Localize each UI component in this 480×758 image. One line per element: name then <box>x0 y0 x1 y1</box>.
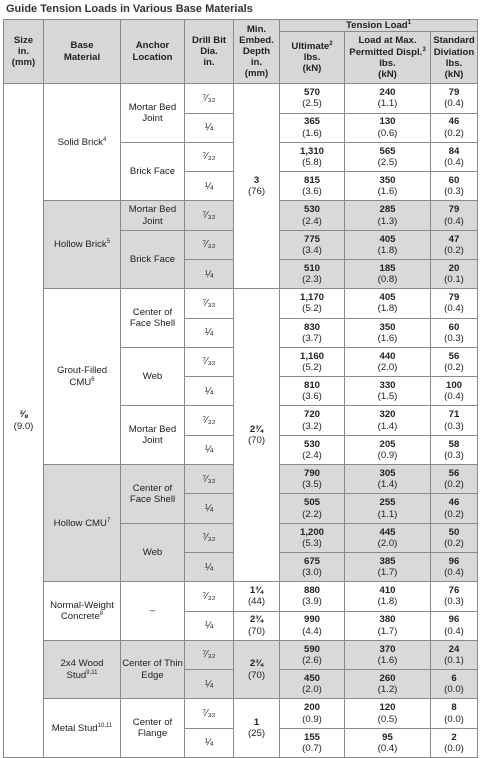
ultimate-cell: 510 (2.3) <box>280 259 345 288</box>
header-ultimate: Ultimate$^2$ lbs. (kN) <box>280 32 345 84</box>
ultimate-cell: 815 (3.6) <box>280 172 345 201</box>
drill-bit-cell: ⁷⁄₃₂ <box>185 640 234 669</box>
std-dev-cell: 50 (0.2) <box>431 523 478 552</box>
drill-bit-cell: ⁷⁄₃₂ <box>185 406 234 435</box>
drill-bit-cell: ⁷⁄₃₂ <box>185 465 234 494</box>
embed-depth-cell: 2¾ (70) <box>234 611 280 640</box>
header-anchor-location: Anchor Location <box>121 20 185 84</box>
ultimate-cell: 1,200 (5.3) <box>280 523 345 552</box>
std-dev-cell: 56 (0.2) <box>431 347 478 376</box>
location-mortar-bed-joint: Mortar Bed Joint <box>121 406 185 465</box>
max-displ-cell: 120 (0.5) <box>345 699 431 728</box>
location-center-face-shell: Center of Face Shell <box>121 465 185 524</box>
header-std-dev: Standard Diviation lbs. (kN) <box>431 32 478 84</box>
drill-bit-cell: ⁷⁄₃₂ <box>185 582 234 611</box>
material-wood-stud: 2x4 Wood Stud$^{9,11}$ <box>44 640 121 699</box>
embed-depth-cell: 2¾ (70) <box>234 289 280 582</box>
drill-bit-cell: ¼ <box>185 552 234 581</box>
drill-bit-cell: ⁷⁄₃₂ <box>185 699 234 728</box>
header-min-embed: Min. Embed. Depth in. (mm) <box>234 20 280 84</box>
max-displ-cell: 445 (2.0) <box>345 523 431 552</box>
location-dash: – <box>121 582 185 641</box>
std-dev-cell: 71 (0.3) <box>431 406 478 435</box>
embed-depth-cell: 2¾ (70) <box>234 640 280 699</box>
ultimate-cell: 590 (2.6) <box>280 640 345 669</box>
drill-bit-cell: ¼ <box>185 728 234 757</box>
max-displ-cell: 285 (1.3) <box>345 201 431 230</box>
max-displ-cell: 405 (1.8) <box>345 230 431 259</box>
ultimate-cell: 530 (2.4) <box>280 201 345 230</box>
max-displ-cell: 95 (0.4) <box>345 728 431 757</box>
max-displ-cell: 370 (1.6) <box>345 640 431 669</box>
drill-bit-cell: ⁷⁄₃₂ <box>185 230 234 259</box>
material-solid-brick: Solid Brick$^4$ <box>44 84 121 201</box>
ultimate-cell: 830 (3.7) <box>280 318 345 347</box>
ultimate-cell: 675 (3.0) <box>280 552 345 581</box>
max-displ-cell: 565 (2.5) <box>345 142 431 171</box>
ultimate-cell: 570 (2.5) <box>280 84 345 113</box>
max-displ-cell: 130 (0.6) <box>345 113 431 142</box>
drill-bit-cell: ⁷⁄₃₂ <box>185 84 234 113</box>
std-dev-cell: 2 (0.0) <box>431 728 478 757</box>
std-dev-cell: 8 (0.0) <box>431 699 478 728</box>
location-center-face-shell: Center of Face Shell <box>121 289 185 348</box>
max-displ-cell: 330 (1.5) <box>345 377 431 406</box>
ultimate-cell: 450 (2.0) <box>280 670 345 699</box>
max-displ-cell: 255 (1.1) <box>345 494 431 523</box>
max-displ-cell: 185 (0.8) <box>345 259 431 288</box>
std-dev-cell: 24 (0.1) <box>431 640 478 669</box>
max-displ-cell: 385 (1.7) <box>345 552 431 581</box>
size-cell: ⅜ (9.0) <box>4 84 44 758</box>
location-center-thin-edge: Center of Thin Edge <box>121 640 185 699</box>
std-dev-cell: 76 (0.3) <box>431 582 478 611</box>
embed-depth-cell: 3 (76) <box>234 84 280 289</box>
drill-bit-cell: ¼ <box>185 611 234 640</box>
max-displ-cell: 380 (1.7) <box>345 611 431 640</box>
tension-load-table <box>3 19 478 758</box>
header-base-material: Base Material <box>44 20 121 84</box>
ultimate-cell: 505 (2.2) <box>280 494 345 523</box>
drill-bit-cell: ¼ <box>185 494 234 523</box>
std-dev-cell: 46 (0.2) <box>431 494 478 523</box>
ultimate-cell: 880 (3.9) <box>280 582 345 611</box>
drill-bit-cell: ⁷⁄₃₂ <box>185 347 234 376</box>
material-normal-weight-concrete: Normal-Weight Concrete$^8$ <box>44 582 121 641</box>
ultimate-cell: 530 (2.4) <box>280 435 345 464</box>
location-mortar-bed-joint: Mortar Bed Joint <box>121 84 185 143</box>
std-dev-cell: 79 (0.4) <box>431 84 478 113</box>
max-displ-cell: 320 (1.4) <box>345 406 431 435</box>
drill-bit-cell: ¼ <box>185 259 234 288</box>
location-brick-face: Brick Face <box>121 142 185 201</box>
location-center-flange: Center of Flange <box>121 699 185 758</box>
std-dev-cell: 79 (0.4) <box>431 201 478 230</box>
std-dev-cell: 60 (0.3) <box>431 172 478 201</box>
ultimate-cell: 155 (0.7) <box>280 728 345 757</box>
max-displ-cell: 440 (2.0) <box>345 347 431 376</box>
max-displ-cell: 350 (1.6) <box>345 318 431 347</box>
material-hollow-brick: Hollow Brick$^5$ <box>44 201 121 289</box>
embed-depth-cell: 1¾ (44) <box>234 582 280 611</box>
max-displ-cell: 305 (1.4) <box>345 465 431 494</box>
material-grout-filled-cmu: Grout-Filled CMU$^6$ <box>44 289 121 465</box>
location-mortar-bed-joint: Mortar Bed Joint <box>121 201 185 230</box>
ultimate-cell: 990 (4.4) <box>280 611 345 640</box>
ultimate-cell: 810 (3.6) <box>280 377 345 406</box>
ultimate-cell: 790 (3.5) <box>280 465 345 494</box>
drill-bit-cell: ⁷⁄₃₂ <box>185 289 234 318</box>
max-displ-cell: 260 (1.2) <box>345 670 431 699</box>
std-dev-cell: 79 (0.4) <box>431 289 478 318</box>
std-dev-cell: 46 (0.2) <box>431 113 478 142</box>
std-dev-cell: 96 (0.4) <box>431 611 478 640</box>
drill-bit-cell: ¼ <box>185 172 234 201</box>
header-max-displ: Load at Max. Permitted Displ.$^3$ lbs. (kN) <box>345 32 431 84</box>
location-web: Web <box>121 347 185 406</box>
ultimate-cell: 775 (3.4) <box>280 230 345 259</box>
drill-bit-cell: ¼ <box>185 435 234 464</box>
drill-bit-cell: ⁷⁄₃₂ <box>185 201 234 230</box>
ultimate-cell: 1,160 (5.2) <box>280 347 345 376</box>
embed-depth-cell: 1 (25) <box>234 699 280 758</box>
std-dev-cell: 58 (0.3) <box>431 435 478 464</box>
header-tension-load: Tension Load$^1$ <box>280 20 478 32</box>
table-title: Guide Tension Loads in Various Base Materials <box>6 3 253 15</box>
std-dev-cell: 6 (0.0) <box>431 670 478 699</box>
ultimate-cell: 200 (0.9) <box>280 699 345 728</box>
std-dev-cell: 60 (0.3) <box>431 318 478 347</box>
max-displ-cell: 405 (1.8) <box>345 289 431 318</box>
drill-bit-cell: ⁷⁄₃₂ <box>185 142 234 171</box>
ultimate-cell: 1,170 (5.2) <box>280 289 345 318</box>
location-brick-face: Brick Face <box>121 230 185 289</box>
std-dev-cell: 96 (0.4) <box>431 552 478 581</box>
material-metal-stud: Metal Stud$^{10,11}$ <box>44 699 121 758</box>
std-dev-cell: 47 (0.2) <box>431 230 478 259</box>
drill-bit-cell: ¼ <box>185 670 234 699</box>
std-dev-cell: 20 (0.1) <box>431 259 478 288</box>
max-displ-cell: 240 (1.1) <box>345 84 431 113</box>
drill-bit-cell: ¼ <box>185 377 234 406</box>
max-displ-cell: 350 (1.6) <box>345 172 431 201</box>
material-hollow-cmu: Hollow CMU$^7$ <box>44 465 121 582</box>
std-dev-cell: 100 (0.4) <box>431 377 478 406</box>
drill-bit-cell: ¼ <box>185 318 234 347</box>
drill-bit-cell: ⁷⁄₃₂ <box>185 523 234 552</box>
ultimate-cell: 1,310 (5.8) <box>280 142 345 171</box>
header-drill-bit: Drill Bit Dia. in. <box>185 20 234 84</box>
drill-bit-cell: ¼ <box>185 113 234 142</box>
ultimate-cell: 365 (1.6) <box>280 113 345 142</box>
std-dev-cell: 84 (0.4) <box>431 142 478 171</box>
max-displ-cell: 205 (0.9) <box>345 435 431 464</box>
std-dev-cell: 56 (0.2) <box>431 465 478 494</box>
header-size: Size in. (mm) <box>4 20 44 84</box>
max-displ-cell: 410 (1.8) <box>345 582 431 611</box>
ultimate-cell: 720 (3.2) <box>280 406 345 435</box>
location-web: Web <box>121 523 185 582</box>
